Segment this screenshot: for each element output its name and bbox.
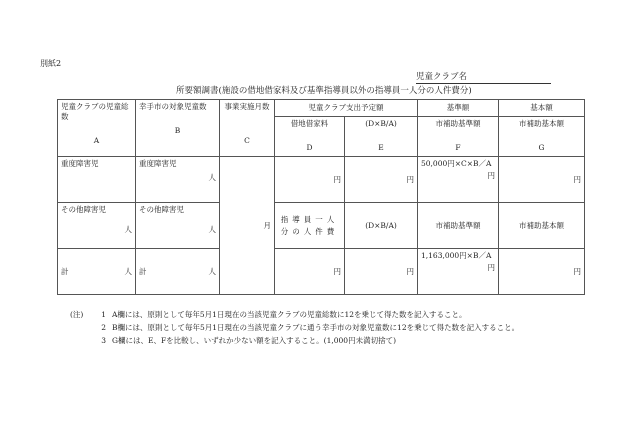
letter-c: C xyxy=(244,136,250,145)
total-d-cell xyxy=(275,249,345,295)
header-d-label: 借地借家料 xyxy=(290,119,329,128)
total-a-cell xyxy=(58,249,136,295)
severe-b-unit: 人 xyxy=(208,173,216,182)
header-g-group: 基本額 xyxy=(499,100,585,117)
document-label: 別紙2 xyxy=(40,59,62,68)
total-b-cell xyxy=(136,249,220,295)
instructor-cost-label: 指導員一人分の人件費 xyxy=(280,214,339,236)
header-e xyxy=(345,117,418,157)
total-g-cell xyxy=(499,249,585,295)
letter-b: B xyxy=(174,126,181,135)
note-text: G欄には、E、Fを比較し、いずれか少ない額を記入すること。(1,000円未満切捨て) xyxy=(112,336,396,345)
header-f xyxy=(418,117,499,157)
note-item xyxy=(70,308,519,321)
header-d xyxy=(275,117,345,157)
instructor-cost-cell xyxy=(275,203,345,249)
notes-section xyxy=(70,308,519,347)
other-b-unit: 人 xyxy=(208,225,216,234)
note-text: B欄には、原則として毎年5月1日現在の当該児童クラブに通う幸手市の対象児童数に12を乗じて得た数を記入すること。 xyxy=(112,323,520,332)
letter-e: E xyxy=(378,143,384,152)
total-a-label: 計 xyxy=(61,266,69,276)
other-a-unit: 人 xyxy=(124,225,132,234)
severe-b-label: 重度障害児 xyxy=(139,159,177,168)
club-name-field xyxy=(416,70,551,84)
table-row xyxy=(58,249,585,295)
letter-g: G xyxy=(538,143,545,152)
letter-a: A xyxy=(93,136,100,145)
header-f-label: 市補助基準額 xyxy=(435,119,481,128)
severe-b-cell xyxy=(136,157,220,203)
total-a-unit: 人 xyxy=(124,266,132,276)
note-number: 2 xyxy=(101,323,106,332)
notes-label: (注) xyxy=(70,310,84,319)
club-name-label: 児童クラブ名 xyxy=(416,72,468,82)
header-a xyxy=(58,100,136,157)
note-item xyxy=(70,321,519,334)
header-g-label: 市補助基本額 xyxy=(519,119,564,128)
note-number: 1 xyxy=(101,310,106,319)
total-b-label: 計 xyxy=(139,266,147,276)
header-e-label: (D×B/A) xyxy=(365,119,397,128)
other-f-cell: 市補助基準額 xyxy=(418,203,499,249)
note-text: A欄には、原則として毎年5月1日現在の当該児童クラブの児童総数に12を乗じて得た数を記入すること。 xyxy=(112,310,467,319)
total-e-unit: 円 xyxy=(406,266,414,276)
header-c xyxy=(220,100,275,157)
severe-f-cell xyxy=(418,157,499,203)
requirement-table xyxy=(57,99,585,295)
document-title: 所要額調書(施設の借地借家料及び基準指導員以外の指導員一人分の人件費分) xyxy=(176,86,472,96)
total-b-unit: 人 xyxy=(208,266,216,276)
header-c-label: 事業実施月数 xyxy=(224,102,270,111)
other-g-cell: 市補助基本額 xyxy=(499,203,585,249)
header-f-group: 基準額 xyxy=(418,100,499,117)
header-a-label: 児童クラブの児童総数 xyxy=(61,102,129,121)
month-unit: 月 xyxy=(263,220,271,230)
other-a-cell xyxy=(58,203,136,249)
severe-f-formula: 50,000円×C×B／A xyxy=(421,159,492,168)
severe-f-unit: 円 xyxy=(487,171,495,180)
severe-d-unit: 円 xyxy=(333,174,341,184)
table-row xyxy=(58,203,585,249)
severe-a-label: 重度障害児 xyxy=(61,159,99,168)
header-b-label: 幸手市の対象児童数 xyxy=(139,102,207,111)
total-e-cell xyxy=(345,249,418,295)
header-budget-group: 児童クラブ支出予定額 xyxy=(275,100,418,117)
c-cell xyxy=(220,157,275,295)
other-b-cell xyxy=(136,203,220,249)
note-number: 3 xyxy=(101,336,106,345)
other-b-label: その他障害児 xyxy=(139,205,184,214)
other-e-cell: (D×B/A) xyxy=(345,203,418,249)
header-b xyxy=(136,100,220,157)
total-f-cell xyxy=(418,249,499,295)
table-row xyxy=(58,157,585,203)
total-g-unit: 円 xyxy=(573,266,581,276)
severe-g-unit: 円 xyxy=(573,174,581,184)
severe-e-cell xyxy=(345,157,418,203)
severe-g-cell xyxy=(499,157,585,203)
total-f-formula: 1,163,000円×B／A xyxy=(421,251,492,260)
severe-a-cell xyxy=(58,157,136,203)
total-f-unit: 円 xyxy=(487,263,495,272)
severe-e-unit: 円 xyxy=(406,174,414,184)
total-d-unit: 円 xyxy=(333,266,341,276)
note-item xyxy=(70,334,519,347)
letter-f: F xyxy=(455,143,461,152)
other-a-label: その他障害児 xyxy=(61,205,106,214)
letter-d: D xyxy=(306,143,313,152)
severe-d-cell xyxy=(275,157,345,203)
header-g xyxy=(499,117,585,157)
